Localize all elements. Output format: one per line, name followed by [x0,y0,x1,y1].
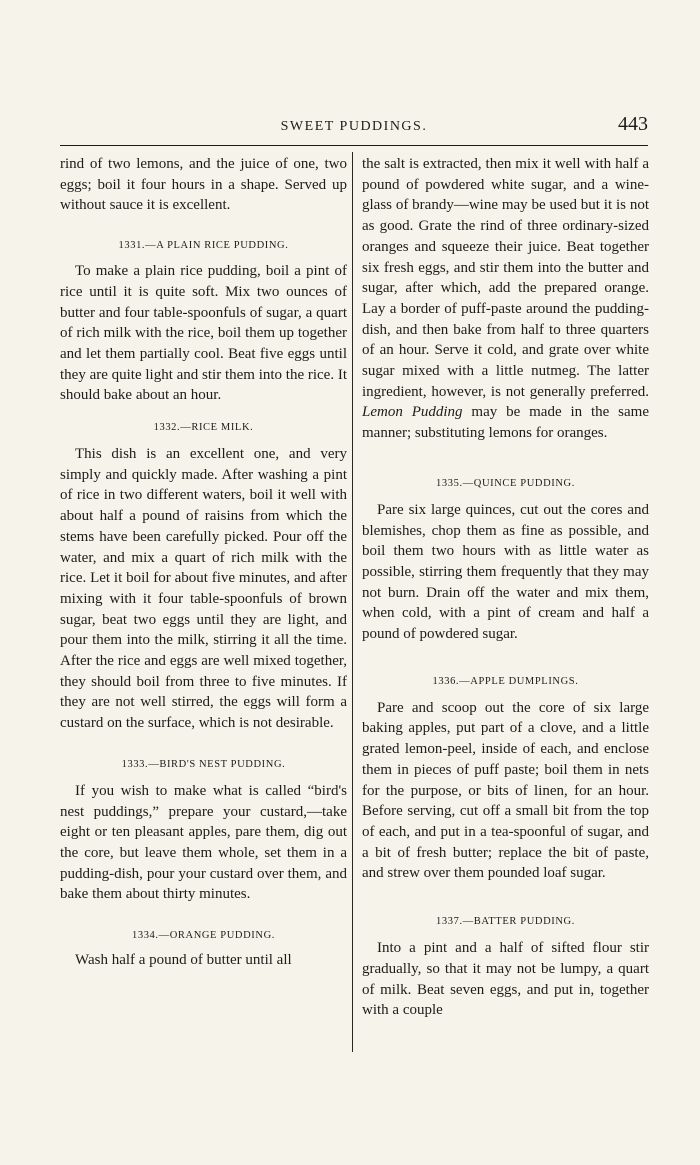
recipe-heading-1333: 1333.—BIRD'S NEST PUDDING. [121,758,286,770]
recipe-body-1334: Wash half a pound of butter until all [75,952,292,969]
page-header [60,113,648,143]
left-column [60,154,347,971]
continued-text: rind of two lemons, and the juice of one, two eggs; boil it four hours in a shape. Served up without sauce it is excellent. [60,156,347,214]
running-title: SWEET PUDDINGS. [280,119,428,134]
recipe-heading-1334: 1334.—ORANGE PUDDING. [132,930,275,942]
lemon-pudding-italic: Lemon Pudding [362,404,463,421]
recipe-heading-1336: 1336.—APPLE DUMPLINGS. [432,675,579,687]
recipe-body-1331: To make a plain rice pudding, boil a pint of rice until it is quite soft. Mix two ounces of butter and four table-spoonfuls of sugar, a quart of rich milk with the rice, boil them up together and let them partially cool. Beat five eggs until they are quite light and stir them into the rice. It should bake about an hour. [60,263,347,404]
recipe-body-1337: Into a pint and a half of sifted flour stir gradually, so that it may not be lumpy, a quart of milk. Beat seven eggs, and put in, together with a couple [362,940,649,1019]
recipe-heading-1337: 1337.—BATTER PUDDING. [436,916,575,928]
recipe-body-1333: If you wish to make what is called “bird's nest puddings,” prepare your custard,—take eight or ten pleasant apples, pare them, dig out the core, but leave them whole, set them in a pudding-dish, pour your custard over them, and bake them about thirty minutes. [60,782,347,903]
recipe-heading-1332: 1332.—RICE MILK. [153,422,254,434]
recipe-body-1336: Pare and scoop out the core of six large baking apples, put part of a clove, and a little grated lemon-peel, inside of each, and enclose them in pieces of puff paste; boil them in nets for the purpose, or bits of linen, for an hour. Before serving, cut off a small bit from the top of each, and put in a tea-spoonful of sugar, and a bit of fresh butter; replace the bit of paste, and strew over them pounded loaf sugar. [362,699,649,882]
recipe-heading-1335: 1335.—QUINCE PUDDING. [436,477,575,489]
right-column [362,154,649,1021]
continued-text-a: the salt is extracted, then mix it well with half a pound of powdered white sugar, and a wine-glass of brandy—wine may be used but it is not as good. Grate the rind of three ordinary-sized oranges and squeeze their juice. Beat together six fresh eggs, and stir them into the butter and sugar, after which, add the prepared orange. Lay a border of puff-paste around the pudding-dish, and then bake from half to three quarters of an hour. Serve it cold, and grate over white sugar mixed with a little nutmeg. The latter ingredient, however, is not generally preferred. [362,156,649,400]
header-rule [60,145,648,146]
continued-text-b: may be made in the same manner; substituting lemons for oranges. [362,404,650,442]
column-divider [352,152,353,1052]
recipe-body-1332: This dish is an excellent one, and very simply and quickly made. After washing a pint of rice in two different waters, boil it well with about half a pound of raisins from which the stems have been carefully picked. Pour off the water, and mix a quart of rich milk with the rice. Let it boil for about five minutes, and after mixing with it four table-spoonfuls of brown sugar, beat two eggs until they are light, and pour them into the milk, stirring it all the time. After the rice and eggs are well mixed together, they should boil from three to five minutes. If they are not well stirred, the eggs will form a custard on the surface, which is not desirable. [60,446,347,732]
continued-text-orange [362,154,649,444]
recipe-body-1335: Pare six large quinces, cut out the cores and blemishes, chop them as fine as possible, and boil them two hours with as little water as possible, stirring them frequently that they may not burn. Drain off the water and mix them, when cold, with a pint of cream and half a pound of powdered sugar. [362,501,649,643]
recipe-heading-1331: 1331.—A PLAIN RICE PUDDING. [118,240,289,252]
page-number: 443 [618,113,648,135]
